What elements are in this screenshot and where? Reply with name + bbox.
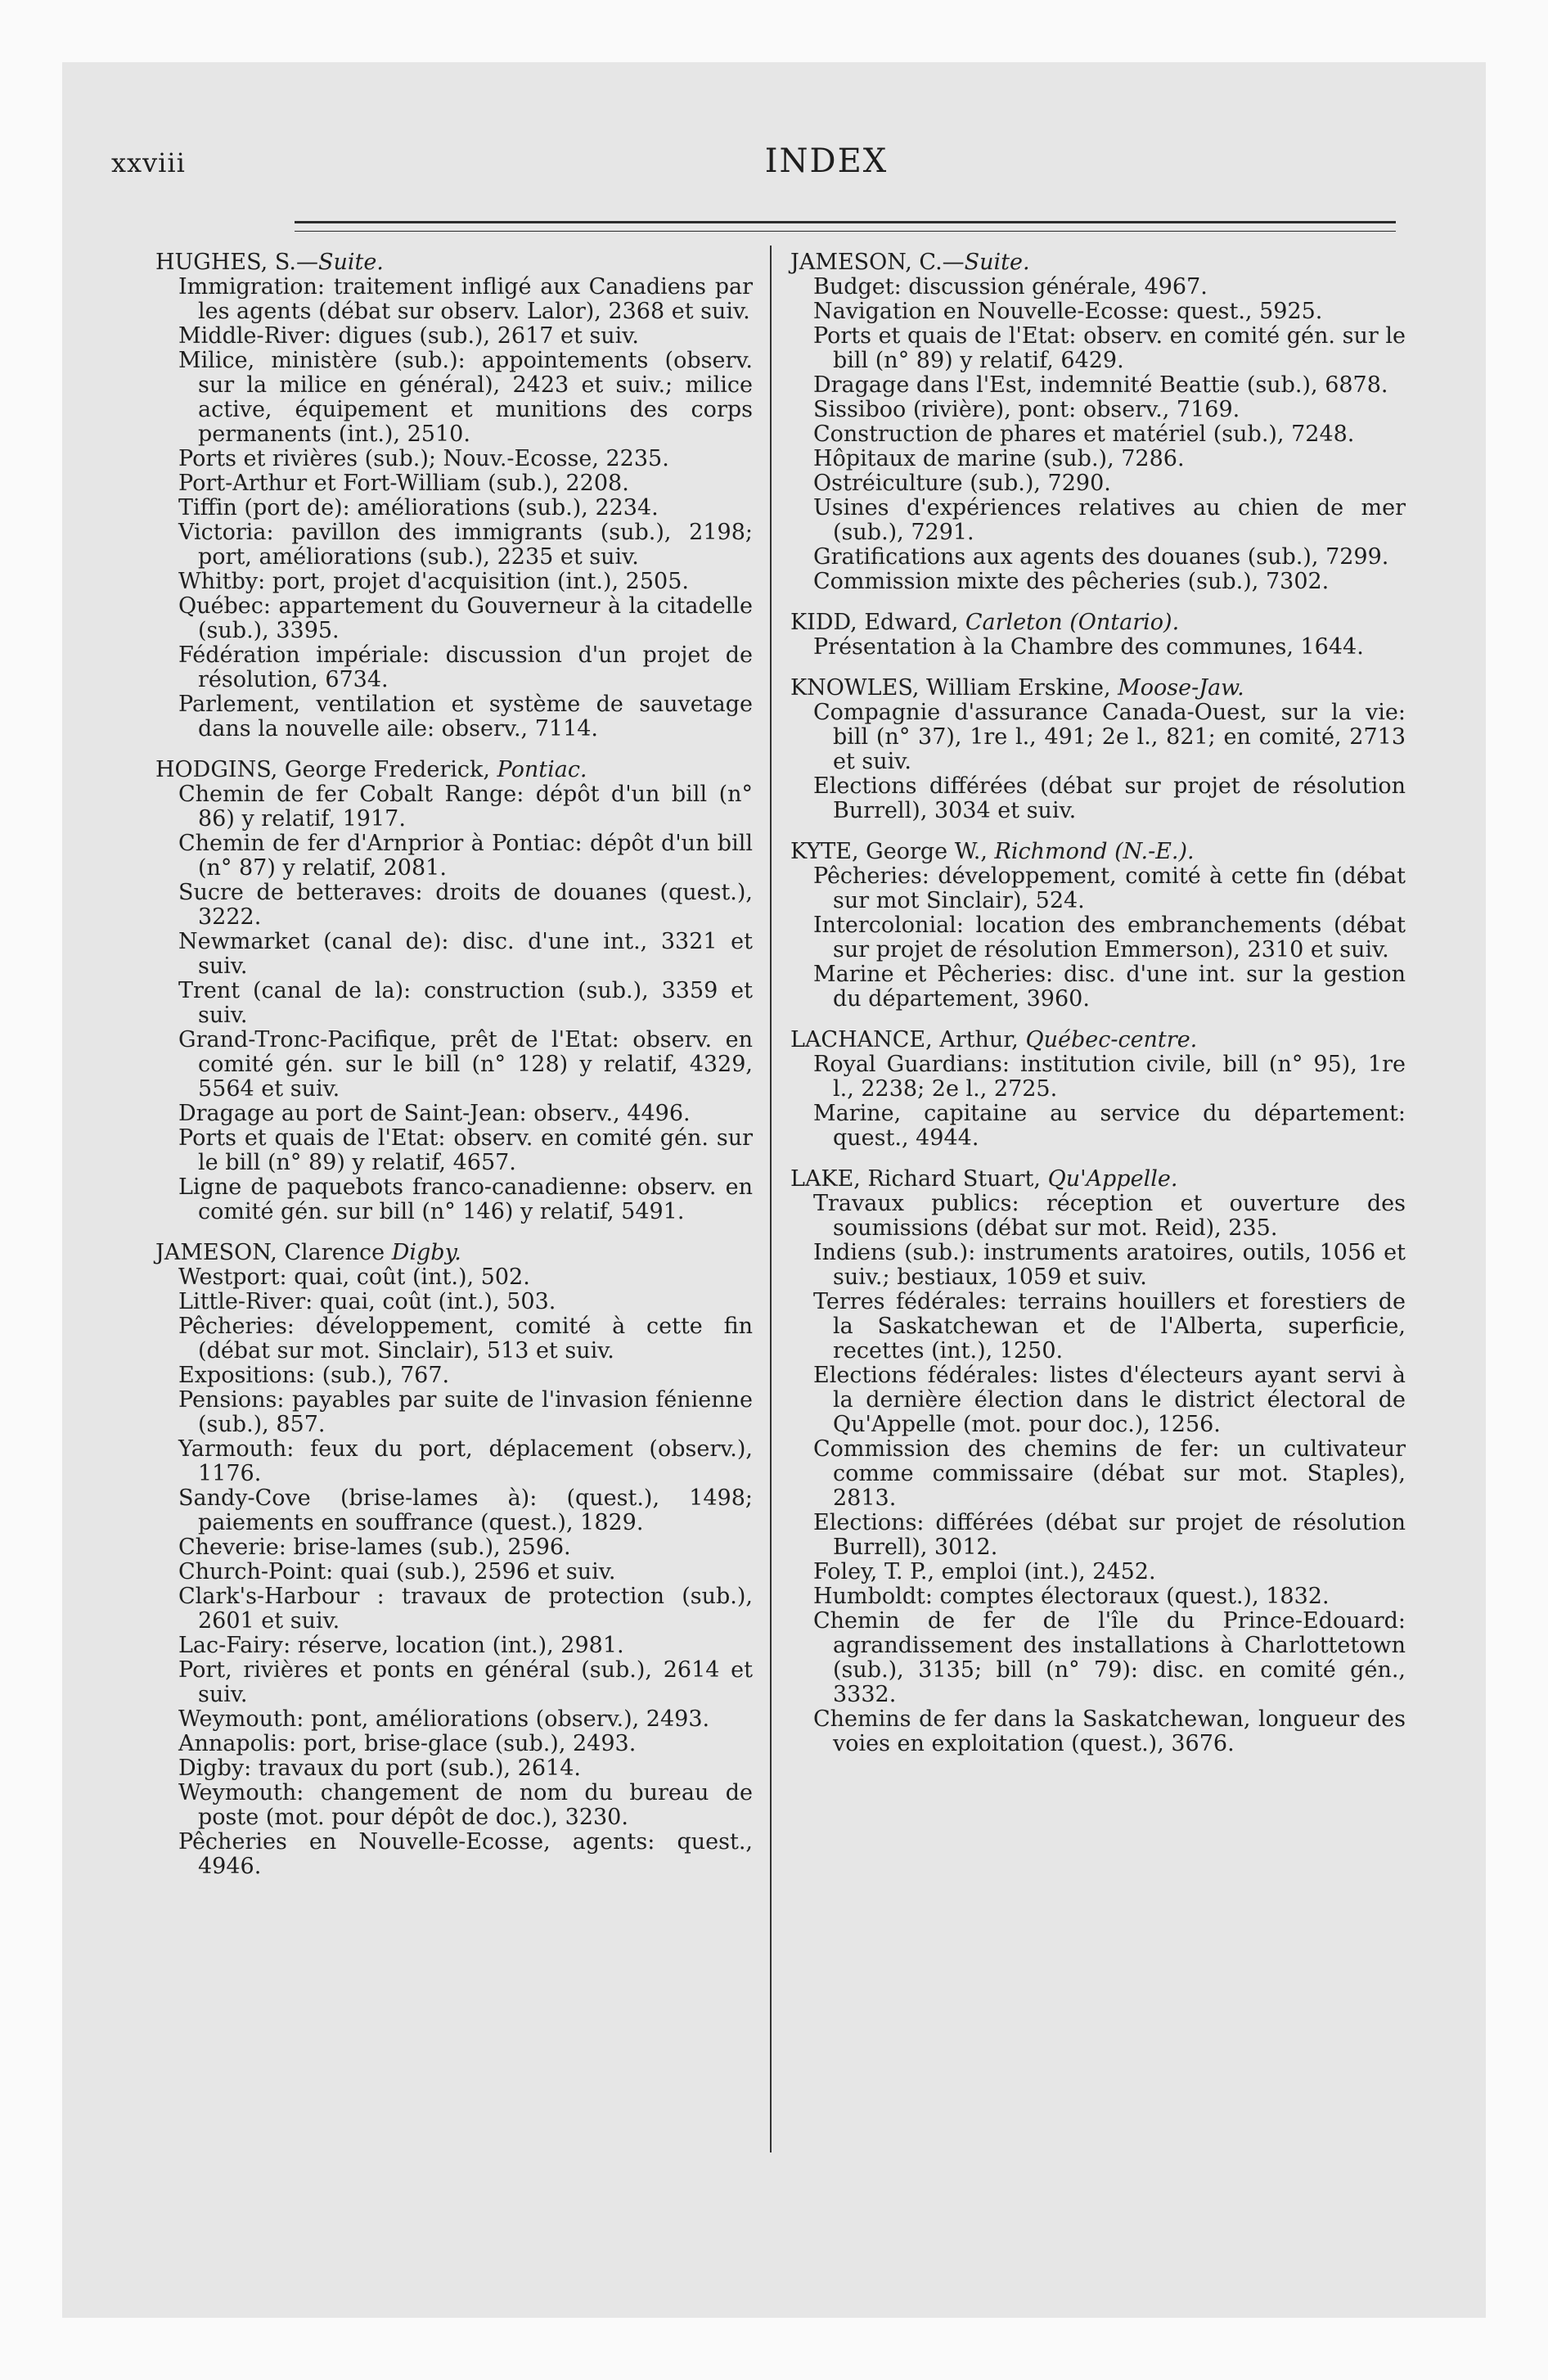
index-entry bbox=[790, 840, 1406, 1012]
entry-subitem: Elections: différées (débat sur projet de résolution Burrell), 3012. bbox=[813, 1510, 1406, 1560]
index-entry bbox=[155, 250, 753, 741]
entry-heading bbox=[155, 250, 753, 275]
header-rule-thin bbox=[295, 231, 1396, 232]
page-number: xxviii bbox=[111, 147, 186, 178]
entry-subitem: Westport: quai, coût (int.), 502. bbox=[178, 1264, 530, 1290]
entry-name: LACHANCE, Arthur, bbox=[790, 1027, 1026, 1053]
entry-subitem: Parlement, ventilation et système de sauvetage dans la nouvelle aile: observ., 7114. bbox=[178, 692, 753, 741]
entry-riding: Québec-centre. bbox=[1025, 1027, 1198, 1053]
entry-subitem: Commission mixte des pêcheries (sub.), 7302. bbox=[813, 569, 1330, 594]
entry-subitem: Port-Arthur et Fort-William (sub.), 2208. bbox=[178, 471, 629, 496]
entry-subitem: Indiens (sub.): instruments aratoires, outils, 1056 et suiv.; bestiaux, 1059 et suiv. bbox=[813, 1240, 1406, 1290]
entry-heading bbox=[155, 758, 753, 782]
entry-riding: Richmond (N.-E.). bbox=[994, 839, 1195, 864]
entry-subitem: Ports et quais de l'Etat: observ. en comité gén. sur le bill (n° 89) y relatif, 6429. bbox=[813, 323, 1406, 373]
entry-subitem: Hôpitaux de marine (sub.), 7286. bbox=[813, 446, 1185, 471]
entry-subitem: Chemin de fer Cobalt Range: dépôt d'un bill (n° 86) y relatif, 1917. bbox=[178, 782, 753, 832]
entry-name: KYTE, George W., bbox=[790, 839, 995, 864]
entry-subitem: Little-River: quai, coût (int.), 503. bbox=[178, 1289, 556, 1314]
index-entry bbox=[155, 758, 753, 1224]
entry-subitem: Marine et Pêcheries: disc. d'une int. sur la gestion du département, 3960. bbox=[813, 962, 1406, 1012]
entry-subitem: Sandy-Cove (brise-lames à): (quest.), 1498; paiements en souffrance (quest.), 1829. bbox=[178, 1485, 753, 1535]
entry-subitem: Chemin de fer d'Arnprior à Pontiac: dépôt d'un bill (n° 87) y relatif, 2081. bbox=[178, 831, 753, 881]
entry-subitem: Budget: discussion générale, 4967. bbox=[813, 274, 1208, 300]
entry-heading bbox=[790, 611, 1406, 635]
index-entry bbox=[790, 1167, 1406, 1756]
entry-subitem: Terres fédérales: terrains houillers et forestiers de la Saskatchewan et de l'Alberta, superficie, recettes (int.), 1250. bbox=[813, 1289, 1406, 1364]
entry-subitem: Weymouth: changement de nom du bureau de poste (mot. pour dépôt de doc.), 3230. bbox=[178, 1780, 753, 1830]
entry-subitem: Tiffin (port de): améliorations (sub.), 2234. bbox=[178, 495, 659, 521]
entry-subitem: Yarmouth: feux du port, déplacement (observ.), 1176. bbox=[178, 1436, 753, 1486]
entry-subitem: Pêcheries: développement, comité à cette fin (débat sur mot. Sinclair), 513 et suiv. bbox=[178, 1314, 753, 1364]
entry-heading bbox=[155, 1241, 753, 1265]
entry-subitem: Royal Guardians: institution civile, bill (n° 95), 1re l., 2238; 2e l., 2725. bbox=[813, 1052, 1406, 1102]
entry-name: JAMESON, Clarence bbox=[155, 1240, 392, 1265]
entry-subitem: Présentation à la Chambre des communes, 1644. bbox=[813, 634, 1364, 660]
index-entry bbox=[790, 250, 1406, 594]
entry-subitem: Foley, T. P., emploi (int.), 2452. bbox=[813, 1559, 1156, 1584]
entry-heading bbox=[790, 840, 1406, 864]
entry-subitem: Usines d'expériences relatives au chien de mer (sub.), 7291. bbox=[813, 495, 1406, 545]
entry-subitem: Travaux publics: réception et ouverture des soumissions (débat sur mot. Reid), 235. bbox=[813, 1191, 1406, 1241]
entry-subitem: Port, rivières et ponts en général (sub.), 2614 et suiv. bbox=[178, 1657, 753, 1707]
entry-riding: Moose-Jaw. bbox=[1118, 675, 1244, 701]
entry-heading bbox=[790, 1028, 1406, 1053]
index-entry bbox=[155, 1241, 753, 1879]
entry-subitem: Sissiboo (rivière), pont: observ., 7169. bbox=[813, 397, 1240, 422]
entry-subitem: Church-Point: quai (sub.), 2596 et suiv. bbox=[178, 1559, 616, 1584]
entry-riding: Qu'Appelle. bbox=[1047, 1166, 1178, 1192]
entry-subitem: Ostréiculture (sub.), 7290. bbox=[813, 471, 1111, 496]
entry-riding: Suite. bbox=[317, 250, 384, 275]
entry-subitem: Elections fédérales: listes d'électeurs ayant servi à la dernière élection dans le district électoral de Qu'Appelle (mot. pour doc.), 1256. bbox=[813, 1363, 1406, 1437]
entry-name: HODGINS, George Frederick, bbox=[155, 757, 497, 782]
entry-subitem: Chemins de fer dans la Saskatchewan, longueur des voies en exploitation (quest.), 3676. bbox=[813, 1706, 1406, 1756]
entry-riding: Digby. bbox=[391, 1240, 461, 1265]
entry-subitem: Lac-Fairy: réserve, location (int.), 2981. bbox=[178, 1633, 624, 1658]
index-entry bbox=[790, 676, 1406, 823]
entry-subitem: Intercolonial: location des embranchements (débat sur projet de résolution Emmerson), 2310 et suiv. bbox=[813, 913, 1406, 962]
entry-riding: Carleton (Ontario). bbox=[965, 610, 1180, 635]
entry-subitem: Immigration: traitement infligé aux Canadiens par les agents (débat sur observ. Lalor), 2368 et suiv. bbox=[178, 274, 753, 324]
entry-subitem: Trent (canal de la): construction (sub.), 3359 et suiv. bbox=[178, 978, 753, 1028]
entry-subitem: Grand-Tronc-Pacifique, prêt de l'Etat: observ. en comité gén. sur le bill (n° 128) y relatif, 4329, 5564 et suiv. bbox=[178, 1027, 753, 1102]
column-divider bbox=[770, 246, 772, 2152]
entry-subitem: Ports et rivières (sub.); Nouv.-Ecosse, 2235. bbox=[178, 446, 669, 471]
entry-subitem: Weymouth: pont, améliorations (observ.), 2493. bbox=[178, 1706, 710, 1732]
entry-subitem: Humboldt: comptes électoraux (quest.), 1832. bbox=[813, 1584, 1330, 1609]
entry-riding: Pontiac. bbox=[497, 757, 587, 782]
entry-name: KNOWLES, William Erskine, bbox=[790, 675, 1118, 701]
entry-subitem: Pêcheries en Nouvelle-Ecosse, agents: quest., 4946. bbox=[178, 1829, 753, 1879]
entry-subitem: Milice, ministère (sub.): appointements (observ. sur la milice en général), 2423 et suiv.; milice active, équipement et munitions des corps permanents (int.), 2510. bbox=[178, 348, 753, 447]
entry-subitem: Commission des chemins de fer: un cultivateur comme commissaire (débat sur mot. Staples), 2813. bbox=[813, 1436, 1406, 1511]
entry-subitem: Elections différées (débat sur projet de résolution Burrell), 3034 et suiv. bbox=[813, 773, 1406, 823]
entry-subitem: Pensions: payables par suite de l'invasion fénienne (sub.), 857. bbox=[178, 1387, 753, 1437]
entry-subitem: Sucre de betteraves: droits de douanes (quest.), 3222. bbox=[178, 880, 753, 930]
entry-subitem: Navigation en Nouvelle-Ecosse: quest., 5925. bbox=[813, 299, 1323, 324]
entry-heading bbox=[790, 250, 1406, 275]
entry-subitem: Construction de phares et matériel (sub.), 7248. bbox=[813, 421, 1355, 447]
index-column-left bbox=[155, 250, 753, 1895]
entry-subitem: Compagnie d'assurance Canada-Ouest, sur la vie: bill (n° 37), 1re l., 491; 2e l., 821; en comité, 2713 et suiv. bbox=[813, 700, 1406, 774]
entry-subitem: Middle-River: digues (sub.), 2617 et suiv. bbox=[178, 323, 639, 349]
entry-subitem: Annapolis: port, brise-glace (sub.), 2493. bbox=[178, 1731, 637, 1756]
entry-subitem: Ligne de paquebots franco-canadienne: observ. en comité gén. sur bill (n° 146) y relatif, 5491. bbox=[178, 1174, 753, 1224]
index-entry bbox=[790, 611, 1406, 660]
entry-subitem: Dragage dans l'Est, indemnité Beattie (sub.), 6878. bbox=[813, 372, 1388, 398]
entry-heading bbox=[790, 676, 1406, 701]
entry-heading bbox=[790, 1167, 1406, 1192]
entry-subitem: Dragage au port de Saint-Jean: observ., 4496. bbox=[178, 1101, 691, 1126]
entry-name: KIDD, Edward, bbox=[790, 610, 965, 635]
entry-riding: Suite. bbox=[964, 250, 1030, 275]
entry-name: HUGHES, S.— bbox=[155, 250, 318, 275]
entry-name: LAKE, Richard Stuart, bbox=[790, 1166, 1048, 1192]
entry-subitem: Gratifications aux agents des douanes (sub.), 7299. bbox=[813, 544, 1389, 570]
entry-subitem: Fédération impériale: discussion d'un projet de résolution, 6734. bbox=[178, 642, 753, 692]
entry-name: JAMESON, C.— bbox=[790, 250, 965, 275]
index-column-right bbox=[790, 250, 1406, 1773]
entry-subitem: Chemin de fer de l'île du Prince-Edouard: agrandissement des installations à Charlottetown (sub.), 3135; bill (n° 79): disc. en comité gén., 3332. bbox=[813, 1608, 1406, 1707]
entry-subitem: Clark's-Harbour : travaux de protection (sub.), 2601 et suiv. bbox=[178, 1584, 753, 1634]
header-rule bbox=[295, 221, 1396, 223]
entry-subitem: Pêcheries: développement, comité à cette fin (débat sur mot Sinclair), 524. bbox=[813, 863, 1406, 913]
index-entry bbox=[790, 1028, 1406, 1151]
entry-subitem: Digby: travaux du port (sub.), 2614. bbox=[178, 1756, 581, 1781]
entry-subitem: Victoria: pavillon des immigrants (sub.), 2198; port, améliorations (sub.), 2235 et suiv. bbox=[178, 520, 753, 570]
entry-subitem: Ports et quais de l'Etat: observ. en comité gén. sur le bill (n° 89) y relatif, 4657. bbox=[178, 1125, 753, 1175]
entry-subitem: Newmarket (canal de): disc. d'une int., 3321 et suiv. bbox=[178, 929, 753, 979]
entry-subitem: Expositions: (sub.), 767. bbox=[178, 1363, 450, 1388]
entry-subitem: Marine, capitaine au service du département: quest., 4944. bbox=[813, 1101, 1406, 1151]
entry-subitem: Whitby: port, projet d'acquisition (int.), 2505. bbox=[178, 569, 689, 594]
entry-subitem: Cheverie: brise-lames (sub.), 2596. bbox=[178, 1535, 571, 1560]
entry-subitem: Québec: appartement du Gouverneur à la citadelle (sub.), 3395. bbox=[178, 593, 753, 643]
running-title: INDEX bbox=[764, 142, 889, 180]
